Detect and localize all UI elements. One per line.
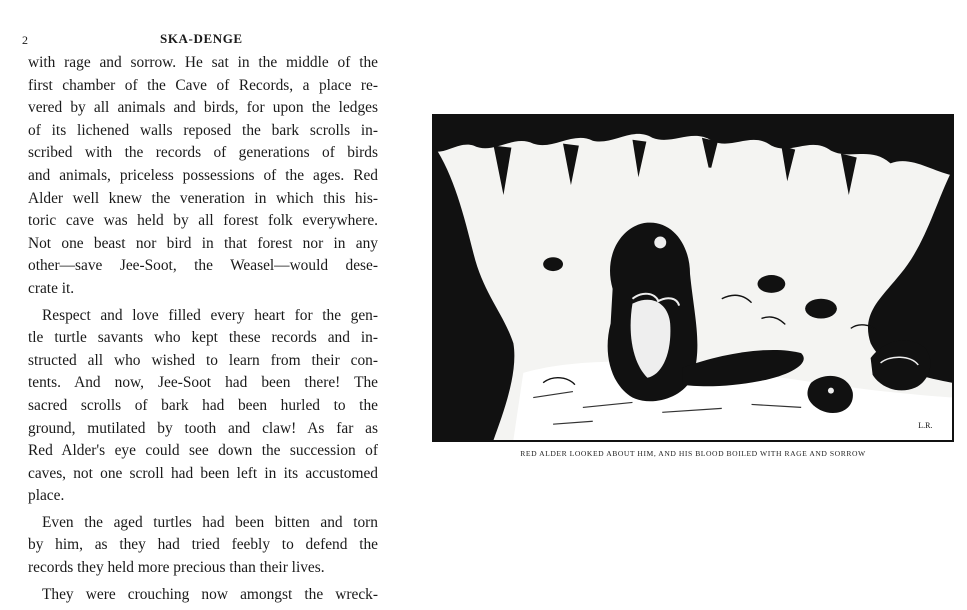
text-line: tents. And now, Jee-Soot had been there! The xyxy=(28,374,378,392)
text-line: caves, not one scroll had been left in its accustomed xyxy=(28,464,378,482)
illustration-plate xyxy=(432,114,954,442)
text-line: Not one beast nor bird in that forest nor in any xyxy=(28,234,378,252)
body-text-column xyxy=(28,52,378,610)
text-line: other—save Jee-Soot, the Weasel—would dese- xyxy=(28,257,378,275)
running-head: SKA-DENGE xyxy=(160,31,243,46)
text-line: Respect and love filled every heart for the gen- xyxy=(42,306,378,324)
illustration-signature: L.R. xyxy=(918,421,933,431)
text-line: records they held more precious than their lives. xyxy=(28,559,325,577)
text-line: Alder well knew the veneration in which this his- xyxy=(28,189,378,207)
paragraph xyxy=(28,584,378,607)
paragraph xyxy=(28,52,378,301)
text-line: of its lichened walls reposed the bark scrolls in- xyxy=(28,121,378,139)
text-line: scribed with the records of generations of birds xyxy=(28,144,378,162)
illustration-caption: RED ALDER LOOKED ABOUT HIM, AND HIS BLOOD BOILED WITH RAGE AND SORROW xyxy=(520,449,866,458)
text-line: place. xyxy=(28,487,65,505)
paragraph xyxy=(28,512,378,580)
text-line: and animals, priceless possessions of the ages. Red xyxy=(28,166,378,184)
text-line: crate it. xyxy=(28,279,75,297)
text-line: ground, mutilated by tooth and claw! As far as xyxy=(28,419,378,437)
text-line: They were crouching now amongst the wreck- xyxy=(42,585,378,603)
text-line: by him, as they had tried feebly to defend the xyxy=(28,536,378,554)
text-line: Red Alder's eye could see down the succession of xyxy=(28,442,378,460)
text-line: vered by all animals and birds, for upon the ledges xyxy=(28,99,378,117)
page-number: 2 xyxy=(22,33,29,47)
text-line: tle turtle savants who kept these records and in- xyxy=(28,329,378,347)
text-line: with rage and sorrow. He sat in the middle of the xyxy=(28,54,378,71)
paragraph xyxy=(28,305,378,508)
text-line: toric cave was held by all forest folk everywhere. xyxy=(28,212,378,230)
text-line: first chamber of the Cave of Records, a place re- xyxy=(28,76,378,94)
text-line: Even the aged turtles had been bitten and torn xyxy=(42,513,378,531)
cave-scene-drawing xyxy=(434,116,952,440)
text-line: structed all who wished to learn from their con- xyxy=(28,351,378,369)
text-line: sacred scrolls of bark had been hurled to the xyxy=(28,396,378,414)
